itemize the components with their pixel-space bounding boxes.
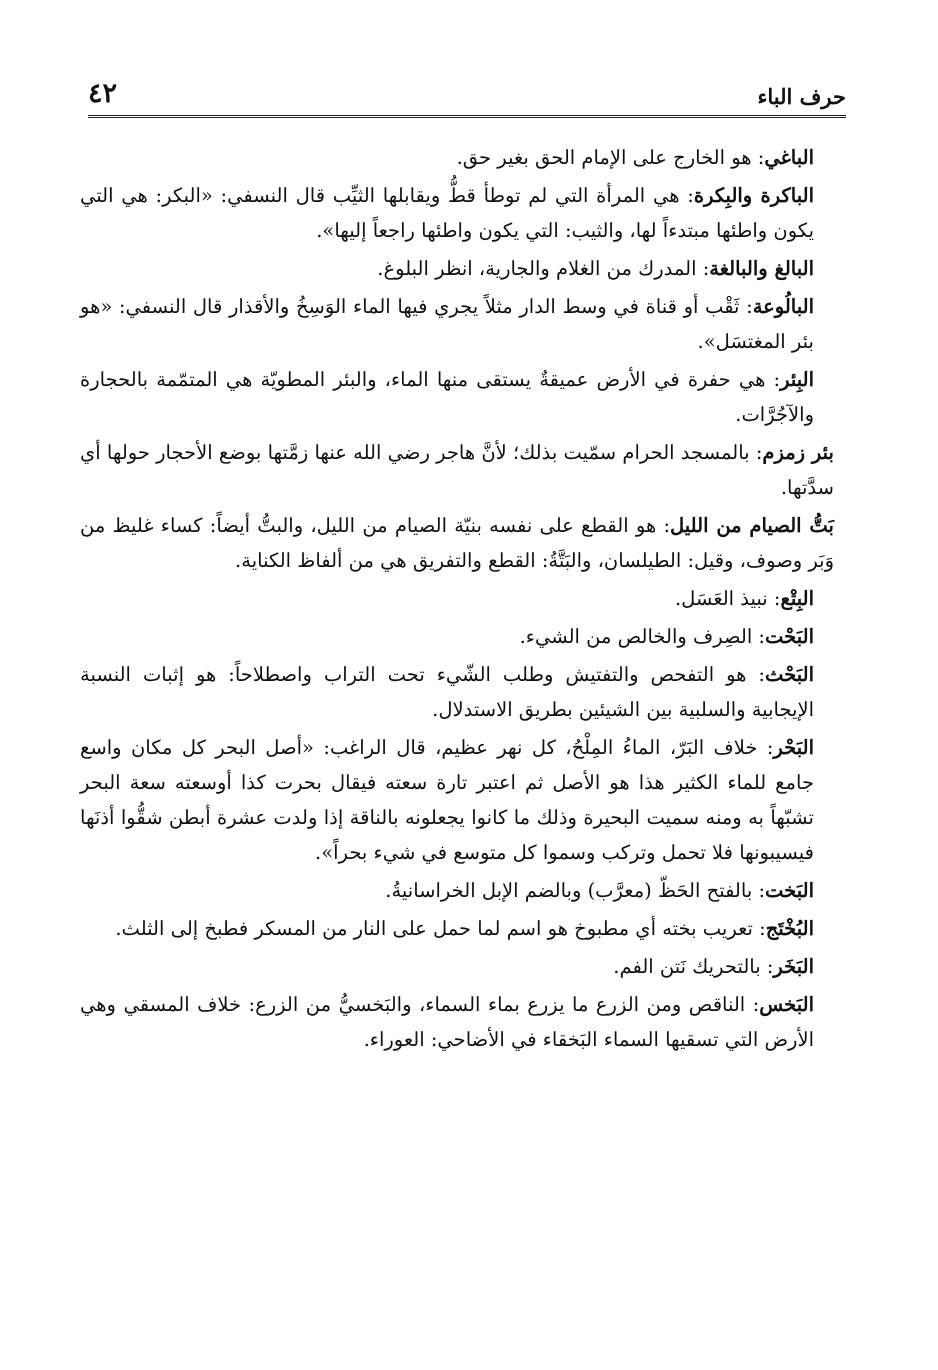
entry-term: البَحْر (773, 736, 814, 759)
entry-term: الباغي (764, 146, 814, 169)
section-title: حرف الباء (757, 84, 846, 109)
entry-definition: : خلاف البَرّ، الماءُ المِلْحُ، كل نهر عظيم، قال الراغب: «أصل البحر كل مكان واسع جامع للماء الكثير هذا هو الأصل ثم اعتبر تارة سعته فيقال بحرت كذا أوسعته سعة البحر تشبّهاً به ومنه سميت البحيرة وذلك ما كانوا يجعلونه بالناقة إذا ولدت عشرة أبطن شقُّوا أذنَها فيسيبونها فلا تحمل وتركب وسموا كل متوسع في شيء بحراً». (80, 736, 814, 864)
entry-term: بَتُّ الصيام من الليل (670, 514, 834, 537)
entry-term: البالغ والبالغة (709, 257, 814, 280)
entry (80, 508, 834, 578)
entry-definition: : هو الخارج على الإمام الحق بغير حق. (456, 146, 765, 169)
page-number: ٤٢ (88, 78, 118, 109)
entry-term: البَخَر (773, 955, 814, 978)
entry (80, 435, 834, 505)
entry-term: البَحْت (765, 625, 814, 648)
entry-term: البِئر (780, 368, 814, 391)
entry-definition: : هو التفحص والتفتيش وطلب الشّيء تحت التراب واصطلاحاً: هو إثبات النسبة الإيجابية والسلبية بين الشيئين بطريق الاستدلال. (80, 663, 814, 721)
entry-definition: : هي المرأة التي لم توطأ قطُّ ويقابلها الثيِّب قال النسفي: «البكر: هي التي يكون واطئها مبتدءاً لها، والثيب: التي يكون واطئها راجعاً إليها». (80, 184, 814, 242)
entry-definition: : هي حفرة في الأرض عميقةٌ يستقى منها الماء، والبئر المطويّة هي المتمّمة بالحجارة والآجُرَّات. (80, 368, 814, 426)
entry-term: الباكرة والبِكرة (693, 184, 814, 207)
entry-definition: : نبيذ العَسَل. (674, 587, 781, 610)
entry (80, 581, 834, 616)
entry (80, 873, 834, 908)
entry (80, 987, 834, 1057)
entry-definition: : ثَقْب أو قناة في وسط الدار مثلاً يجري فيها الماء الوَسِخُ والأقذار قال النسفي: «هو بئر المغتسَل». (80, 295, 814, 353)
entry-term: بئر زمزم (762, 441, 834, 464)
entry-term: البالُوعة (752, 295, 814, 318)
entry-definition: : الصِرف والخالص من الشيء. (519, 625, 766, 648)
entry-definition: : بالفتح الحَظّ (معرَّب) وبالضم الإبل الخراسانيةُ. (385, 879, 766, 902)
page-header (88, 72, 846, 118)
entry-definition: : بالتحريك نَتن الفم. (613, 955, 774, 978)
entry (80, 657, 834, 727)
entry-definition: : المدرك من الغلام والجارية، انظر البلوغ. (377, 257, 710, 280)
entry-definition: : هو القطع على نفسه بنيّة الصيام من الليل، والبتُّ أيضاً: كساء غليظ من وَبَر وصوف، وقيل: الطيلسان، والبَتَّةُ: القطع والتفريق هي من ألفاظ الكناية. (80, 514, 834, 572)
entry-term: البُخْتَج (765, 917, 814, 940)
entry (80, 289, 834, 359)
entry (80, 251, 834, 286)
entry (80, 949, 834, 984)
entry (80, 619, 834, 654)
entry (80, 362, 834, 432)
entry-definition: : الناقص ومن الزرع ما يزرع بماء السماء، والبَخسيُّ من الزرع: خلاف المسقي وهي الأرض التي تسقيها السماء البَخقاء في الأضاحي: العوراء. (80, 993, 814, 1051)
entry (80, 178, 834, 248)
entry (80, 140, 834, 175)
entry-term: البِتْع (780, 587, 814, 610)
entry (80, 730, 834, 870)
entry-term: البَخت (765, 879, 814, 902)
entry-definition: : بالمسجد الحرام سمّيت بذلك؛ لأنَّ هاجر رضي الله عنها زمَّتها بوضع الأحجار حولها أي سدَّتها. (80, 441, 834, 499)
dictionary-entries (80, 140, 834, 1060)
entry-term: البَخس (759, 993, 814, 1016)
entry-term: البَحْث (765, 663, 814, 686)
entry-definition: : تعريب بخته أي مطبوخ هو اسم لما حمل على النار من المسكر فطبخ إلى الثلث. (115, 917, 766, 940)
entry (80, 911, 834, 946)
